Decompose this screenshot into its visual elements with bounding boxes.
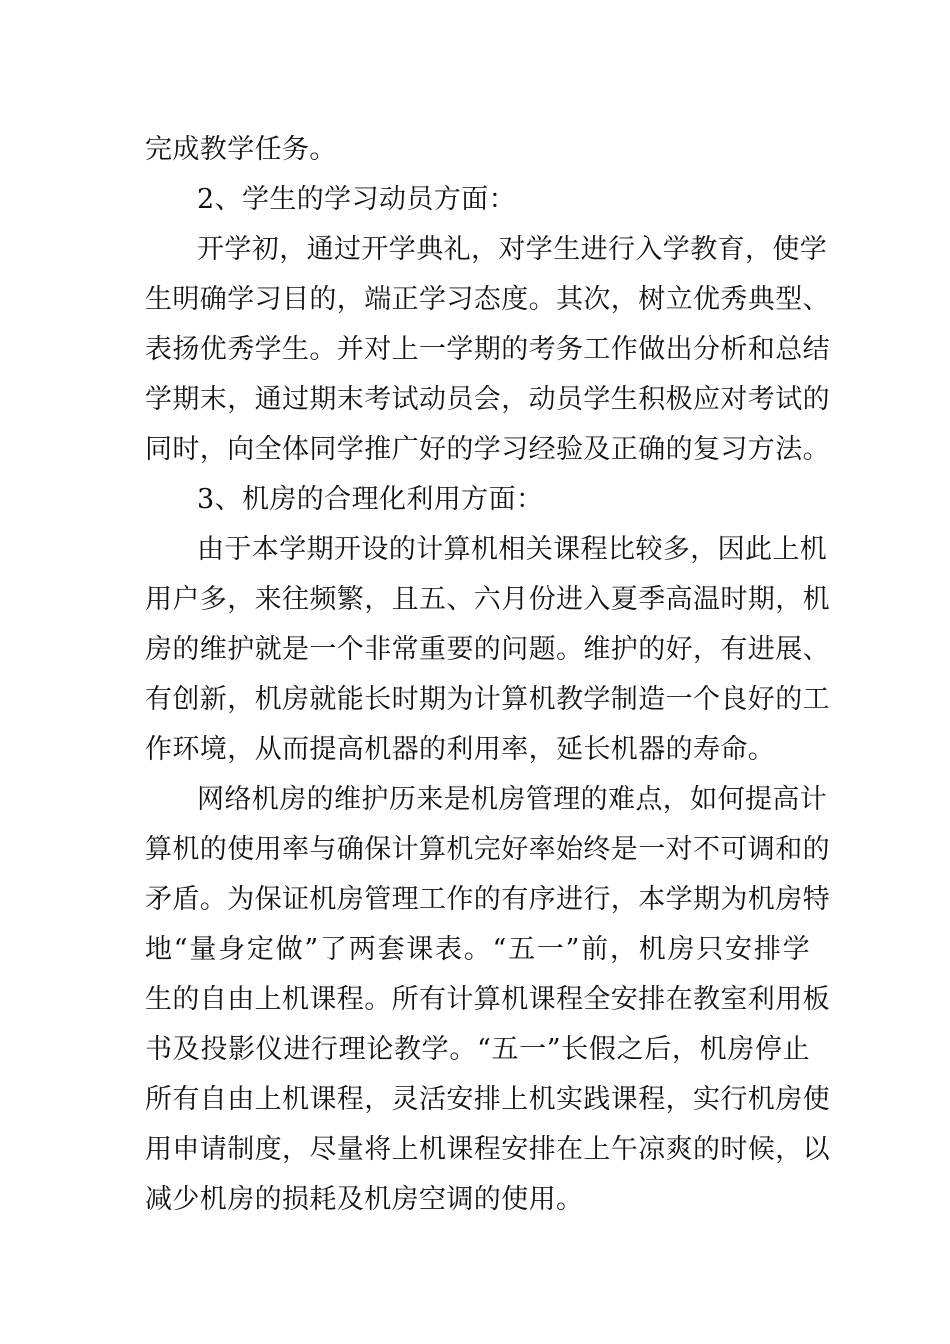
text-line: 网络机房的维护历来是机房管理的难点，如何提高计 <box>197 784 828 815</box>
section-heading: 2、学生的学习动员方面： <box>197 184 516 215</box>
text-line: 学期末，通过期末考试动员会，动员学生积极应对考试的 <box>145 384 830 415</box>
text-line: 减少机房的损耗及机房空调的使用。 <box>145 1184 584 1215</box>
text-line: 完成教学任务。 <box>145 134 337 165</box>
text-line: 生的自由上机课程。所有计算机课程全安排在教室利用板 <box>145 984 830 1015</box>
text-line: 由于本学期开设的计算机相关课程比较多，因此上机 <box>197 534 828 565</box>
text-line: 开学初，通过开学典礼，对学生进行入学教育，使学 <box>197 234 828 265</box>
text-line: 生明确学习目的，端正学习态度。其次，树立优秀典型、 <box>145 284 830 315</box>
section-heading: 3、机房的合理化利用方面： <box>197 484 544 515</box>
text-line: 有创新，机房就能长时期为计算机教学制造一个良好的工 <box>145 684 830 715</box>
text-line: 表扬优秀学生。并对上一学期的考务工作做出分析和总结 <box>145 334 830 365</box>
text-line: 用户多，来往频繁，且五、六月份进入夏季高温时期，机 <box>145 584 830 615</box>
text-line: 矛盾。为保证机房管理工作的有序进行，本学期为机房特 <box>145 884 830 915</box>
text-line: 所有自由上机课程，灵活安排上机实践课程，实行机房使 <box>145 1084 830 1115</box>
text-line: 书及投影仪进行理论教学。“五一”长假之后，机房停止 <box>145 1034 810 1065</box>
text-line: 作环境，从而提高机器的利用率，延长机器的寿命。 <box>145 734 776 765</box>
text-line: 地“量身定做”了两套课表。“五一”前，机房只安排学 <box>145 934 810 965</box>
text-line: 用申请制度，尽量将上机课程安排在上午凉爽的时候，以 <box>145 1134 830 1165</box>
text-line: 房的维护就是一个非常重要的问题。维护的好，有进展、 <box>145 634 830 665</box>
text-line: 同时，向全体同学推广好的学习经验及正确的复习方法。 <box>145 434 830 465</box>
text-line: 算机的使用率与确保计算机完好率始终是一对不可调和的 <box>145 834 830 865</box>
